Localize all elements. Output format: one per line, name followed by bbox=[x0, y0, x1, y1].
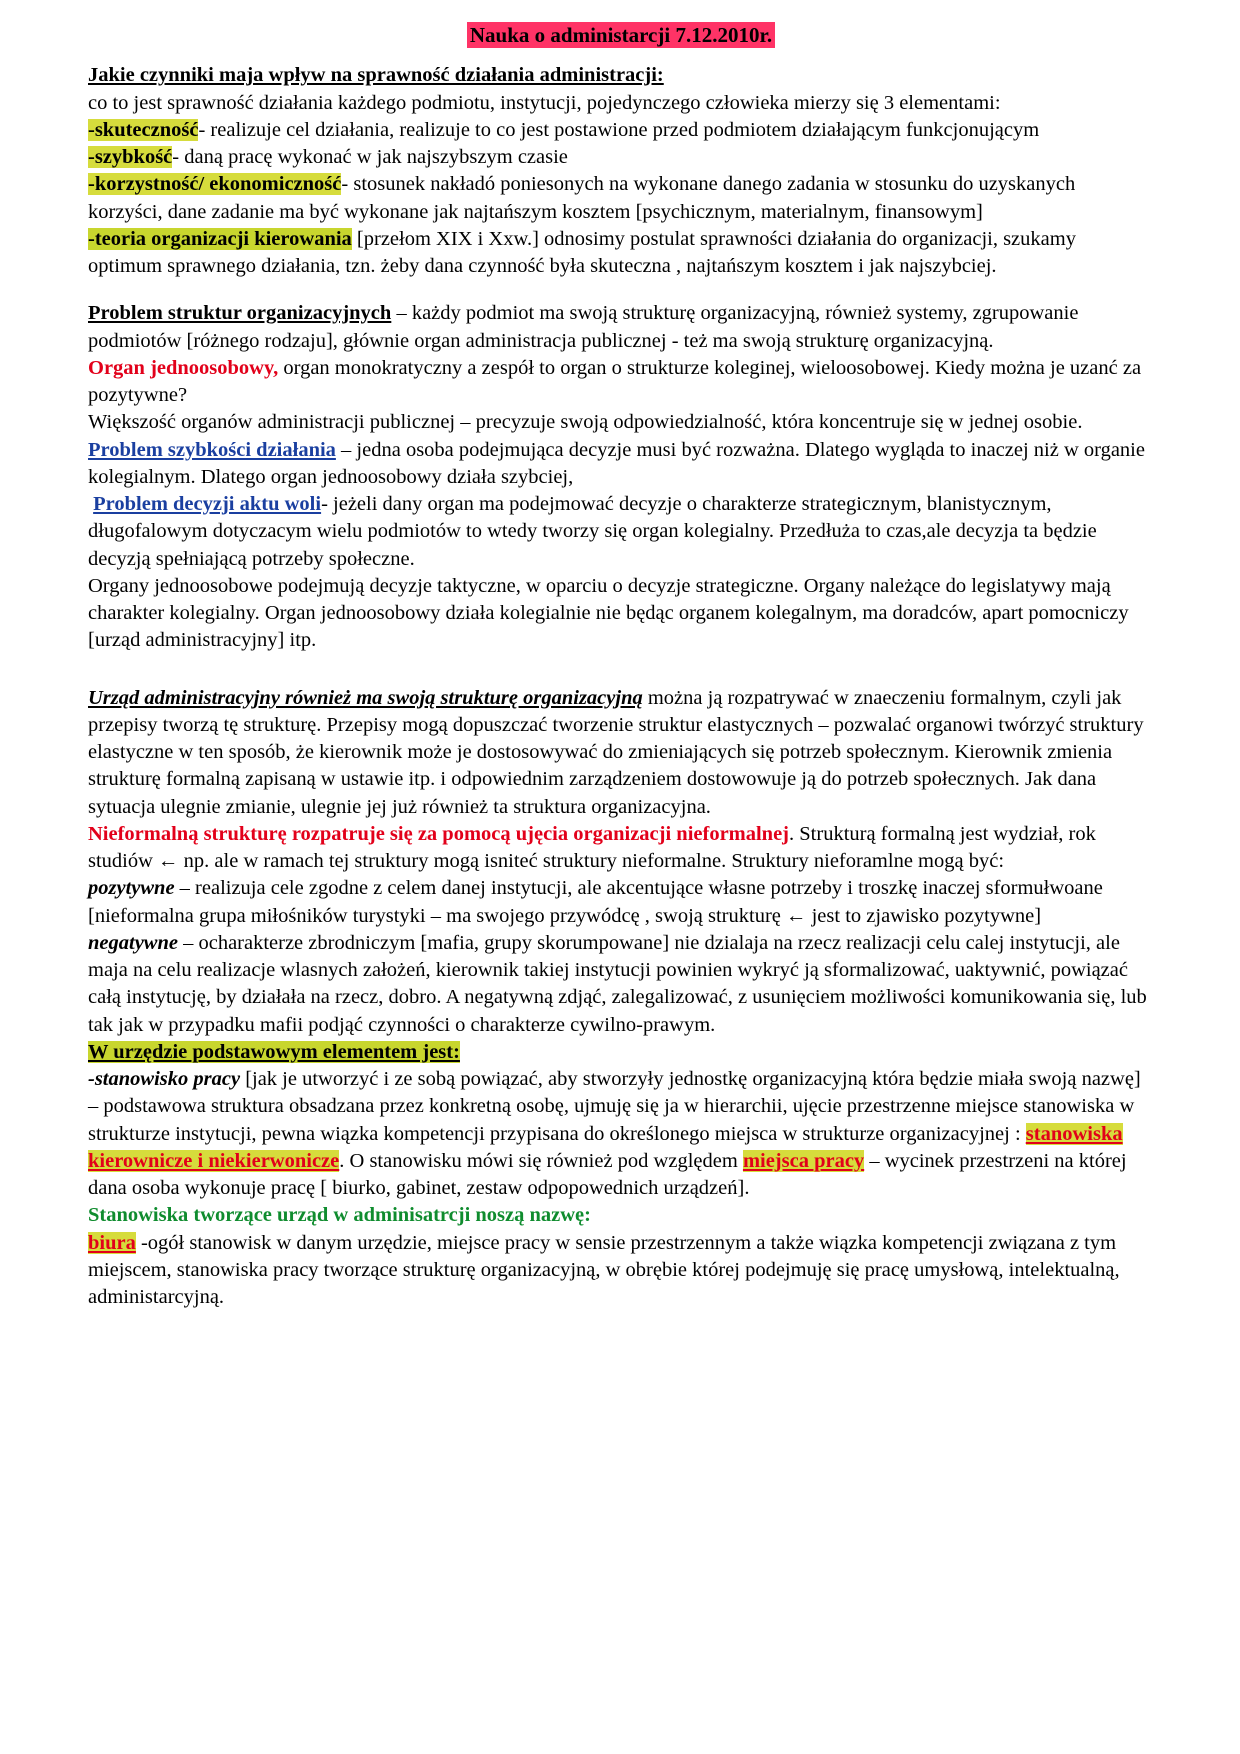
paragraph-organy-jednoosobowe: Organy jednoosobowe podejmują decyzje taktyczne, w oparciu o decyzje strategiczne. Organy należące do legislatywy mają charakter kolegialny. Organ jednoosobowy działa kolegialnie nie będąc organem kolegalnym, ma doradców, apart pomocniczy [urząd administracyjny] itp. bbox=[88, 574, 1129, 652]
stanowisko-pracy-text-1: [jak je utworzyć i ze sobą powiązać, aby stworzyły jednostkę organizacyjną która będzie miała swoją nazwę] – podstawowa struktura obsadzana przez konkretną osobę, ujmuję się ja w hierarchii, ujęcie przestrzenne miejsce stanowiska w strukturze instytucji, pewna wiązka kompetencji przypisana do określonego miejsca w strukturze organizacyjnej : bbox=[88, 1068, 1141, 1145]
pozytywne-text: – realizuja cele zgodne z celem danej instytucji, ale akcentujące własne potrzeby i troszkę inaczej sformułwoane [nieformalna grupa miłośników turystyki – ma swojego przywódcę , swoją strukturę ← jest to zjawisko pozytywne] bbox=[88, 877, 1103, 927]
bullet-szybkosc bbox=[88, 144, 1154, 171]
spacer bbox=[88, 280, 1154, 300]
pozytywne-label: pozytywne bbox=[88, 877, 175, 900]
paragraph-biura bbox=[88, 1230, 1154, 1312]
stanowisko-pracy-label: -stanowisko pracy bbox=[88, 1068, 241, 1090]
section-problem-struktur-text: – każdy podmiot ma swoją strukturę organizacyjną, również systemy, zgrupowanie podmiotów [różnego rodzaju], głównie organ administracja publicznej - też ma swoją strukturę organizacyjną. bbox=[88, 302, 1079, 352]
paragraph-urzad-administracyjny bbox=[88, 685, 1154, 821]
bullet-teoria-text: [przełom XIX i Xxw.] odnosimy postulat sprawności działania do organizacji, szukamy optimum sprawnego działania, tzn. żeby dana czynność była skuteczna , najtańszym kosztem i jak najszybciej. bbox=[88, 227, 1076, 277]
urzad-administracyjny-label: Urząd administracyjny również ma swoją strukturę organizacyjną bbox=[88, 686, 643, 709]
negatywne-text: – ocharakterze zbrodniczym [mafia, grupy skorumpowane] nie dzialaja na rzecz realizacji celu calej instytucji, ale maja na celu realizacje wlasnych założeń, kierownik takiej instytucji powinien wykryć ją sformalizować, uaktywnić, powiązać całą instytucję, by działała na rzecz, dobro. A negatywną zdjąć, zalegalizować, z usunięciem możliwości komunikowania się, lub tak jak w przypadku mafii podjąć czynności o charakterze cywilno-prawym. bbox=[88, 931, 1147, 1036]
bullet-szybkosc-label: -szybkość bbox=[88, 146, 173, 168]
nieformalna-struktura-text: . Strukturą formalną jest wydział, rok studiów ← np. ale w ramach tej struktury mogą isniteć struktury nieformalne. Struktury nieforamlne mogą być: bbox=[88, 822, 1096, 872]
organ-jednoosobowy-label: Organ jednoosobowy, bbox=[88, 356, 279, 379]
bullet-korzystnosc-label: -korzystność/ ekonomiczność bbox=[88, 173, 342, 196]
bullet-skutecznosc bbox=[88, 117, 1154, 144]
paragraph-problem-decyzji bbox=[88, 491, 1154, 573]
bullet-teoria-label: -teoria organizacji kierowania bbox=[88, 227, 352, 250]
organ-jednoosobowy-text: organ monokratyczny a zespół to organ o strukturze koleginej, wieloosobowej. Kiedy można je uzanć za pozytywne? bbox=[88, 356, 1142, 406]
bullet-teoria bbox=[88, 226, 1154, 281]
stanowisko-pracy-text-2: . O stanowisku mówi się również pod względem bbox=[339, 1149, 743, 1172]
urzad-administracyjny-text: można ją rozpatrywać w znaeczeniu formalnym, czyli jak przepisy tworzą tę strukturę. Przepisy mogą dopuszczać tworzenie struktur elastycznych – pozwalać organowi twórzyć struktury elastyczne w ten sposób, że kierownik może je dostosowywać do zmieniających się potrzeb społecznym. Kierownik zmienia strukturę formalną zapisaną w ustawie itp. i odpowiednim zarządzeniem dostowowuje ją do potrzeb społecznych. Jak dana sytuacja ulegnie zmianie, ulegnie jej już również ta struktura organizacyjna. bbox=[88, 686, 1144, 818]
section-heading-1 bbox=[88, 62, 1154, 89]
stanowisko-pracy-text-3: – wycinek przestrzeni na której dana osoba wykonuje pracę [ biurko, gabinet, zestaw odpopowednich urządzeń]. bbox=[88, 1149, 1127, 1199]
section-problem-struktur bbox=[88, 300, 1154, 355]
paragraph-nieformalna-struktura bbox=[88, 821, 1154, 876]
page-title-text: Nauka o administarcji 7.12.2010r. bbox=[467, 22, 775, 48]
bullet-skutecznosc-text: - realizuje cel działania, realizuje to co jest postawione przed podmiotem działającym funkcjonującym bbox=[198, 118, 1040, 141]
nieformalna-struktura-label: Nieformalną strukturę rozpatruje się za pomocą ujęcia organizacji nieformalnej bbox=[88, 822, 790, 845]
paragraph-wiekszosc-organow: Większość organów administracji publicznej – precyzuje swoją odpowiedzialność, która koncentruje się w jednej osobie. bbox=[88, 411, 1083, 434]
bullet-skutecznosc-label: -skuteczność bbox=[88, 118, 199, 141]
biura-label: biura bbox=[88, 1231, 136, 1254]
page-title bbox=[88, 22, 1154, 48]
section-1-intro: co to jest sprawność działania każdego podmiotu, instytucji, pojedynczego człowieka mierzy się 3 elementami: bbox=[88, 91, 1001, 114]
miejsce-pracy-highlight: miejsca pracy bbox=[742, 1149, 865, 1172]
spacer bbox=[88, 655, 1154, 685]
paragraph-problem-szybkosci bbox=[88, 437, 1154, 492]
stanowiska-kierownicze-highlight: stanowiska kierownicze i niekierwonicze bbox=[88, 1122, 1123, 1172]
problem-decyzji-label: Problem decyzji aktu woli bbox=[93, 493, 322, 515]
bullet-korzystnosc-text: - stosunek nakładó poniesonych na wykonane danego zadania w stosunku do uzyskanych korzyści, dane zadanie ma być wykonane jak najtańszym kosztem [psychicznym, materialnym, finansowym] bbox=[88, 173, 1076, 223]
section-heading-w-urzedzie bbox=[88, 1039, 1154, 1066]
problem-szybkosci-text: – jedna osoba podejmująca decyzje musi być rozważna. Dlatego wygląda to inaczej niż w organie kolegialnym. Dlatego organ jednoosobowy działa szybciej, bbox=[88, 438, 1145, 488]
bullet-korzystnosc bbox=[88, 171, 1154, 226]
section-problem-struktur-heading: Problem struktur organizacyjnych bbox=[88, 302, 392, 325]
problem-szybkosci-label: Problem szybkości działania bbox=[88, 438, 336, 461]
section-heading-1-text: Jakie czynniki maja wpływ na sprawność działania administracji: bbox=[88, 64, 664, 87]
bullet-szybkosc-text: - daną pracę wykonać w jak najszybszym czasie bbox=[172, 146, 568, 168]
negatywne-label: negatywne bbox=[88, 931, 178, 954]
paragraph-pozytywne bbox=[88, 875, 1154, 930]
biura-text: -ogół stanowisk w danym urzędzie, miejsce pracy w sensie przestrzennym a także wiązka kompetencji związana z tym miejscem, stanowiska pracy tworzące strukturę organizacyjną, w obrębie której podejmuję się pracę umysłową, intelektualną, administarcyjną. bbox=[88, 1231, 1120, 1308]
paragraph-negatywne bbox=[88, 930, 1154, 1039]
paragraph-stanowisko-pracy bbox=[88, 1066, 1154, 1202]
paragraph-stanowiska-nazwa bbox=[88, 1202, 1154, 1229]
problem-decyzji-text: - jeżeli dany organ ma podejmować decyzje o charakterze strategicznym, blanistycznym, długofalowym dotyczacym wielu podmiotów to wtedy tworzy się organ kolegialny. Przedłuża to czas,ale decyzja ta będzie decyzją spełniającą potrzeby społeczne. bbox=[88, 493, 1097, 570]
section-heading-w-urzedzie-text: W urzędzie podstawowym elementem jest: bbox=[88, 1040, 460, 1063]
paragraph-organ-jednoosobowy bbox=[88, 355, 1154, 410]
stanowiska-nazwa-label: Stanowiska tworzące urząd w adminisatrcji noszą nazwę: bbox=[88, 1204, 591, 1227]
